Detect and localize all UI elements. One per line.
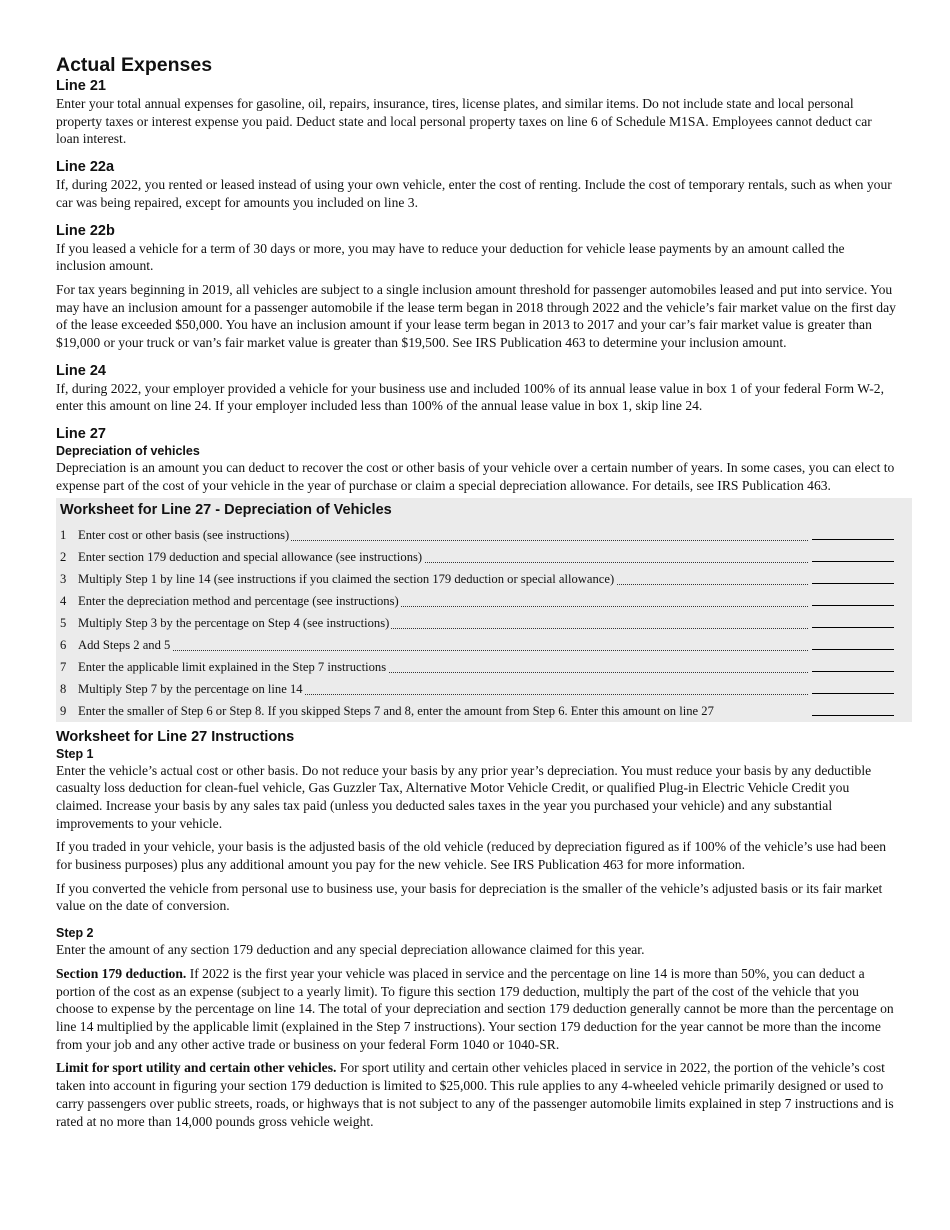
line27-subheading: Depreciation of vehicles [56, 444, 200, 459]
worksheet-row [60, 521, 894, 543]
worksheet-row-number: 6 [60, 637, 67, 652]
dot-leader [78, 650, 808, 651]
worksheet-row-label: Enter cost or other basis (see instructions) [78, 527, 290, 542]
page-title: Actual Expenses [56, 54, 213, 76]
worksheet-row-label: Enter the smaller of Step 6 or Step 8. If you skipped Steps 7 and 8, enter the amount from Step 6. Enter this amount on line 27 [78, 703, 714, 718]
worksheet-entry-field[interactable] [812, 569, 894, 584]
worksheet-row-label: Multiply Step 1 by line 14 (see instructions if you claimed the section 179 deduction or special allowance) [78, 571, 615, 586]
worksheet-row-label-wrap [78, 660, 808, 675]
instructions-title: Worksheet for Line 27 Instructions [56, 728, 295, 745]
line22b-text-2: For tax years beginning in 2019, all vehicles are subject to a single inclusion amount threshold for passenger automobiles leased and put into service. You may have an inclusion amount for a passenger automobile if the lease term began in 2018 through 2022 and the vehicle’s fair market value on the first day of the lease exceeded $50,000. You have an inclusion amount if your lease term began in 2013 to 2017 and your car’s fair market value is greater than $19,000 or your truck or van’s fair market value is greater than $19,500. See IRS Publication 463 to determine your inclusion amount. [56, 281, 896, 351]
step1-text-2: If you traded in your vehicle, your basis is the adjusted basis of the old vehicle (reduced by depreciation figured as if 100% of the vehicle’s use had been for business purposes) plus any additional amount you pay for the new vehicle. See IRS Publication 463 for more information. [56, 839, 887, 873]
worksheet-row-label-wrap [78, 528, 808, 543]
worksheet-row-number: 9 [60, 703, 67, 718]
worksheet-row-number: 5 [60, 615, 67, 630]
worksheet-row-label: Enter the applicable limit explained in the Step 7 instructions [78, 659, 387, 674]
worksheet-row-label-wrap [78, 638, 808, 653]
worksheet-row-label-wrap [78, 550, 808, 565]
worksheet-entry-field[interactable] [812, 635, 894, 650]
worksheet-row [60, 653, 894, 675]
line22a-heading: Line 22a [56, 159, 115, 176]
line24-text: If, during 2022, your employer provided a vehicle for your business use and included 100% of its annual lease value in box 1 of your federal Form W-2, enter this amount on line 24. If your employer included less than 100% of the annual lease value in box 1, skip line 24. [56, 380, 885, 414]
worksheet-entry-field[interactable] [812, 701, 894, 716]
worksheet-row-number: 1 [60, 527, 67, 542]
worksheet-row-label-wrap [78, 616, 808, 631]
worksheet-row-number: 4 [60, 593, 67, 608]
worksheet-entry-field[interactable] [812, 679, 894, 694]
line27-heading: Line 27 [56, 426, 106, 443]
worksheet-row-number: 3 [60, 571, 67, 586]
worksheet-entry-field[interactable] [812, 547, 894, 562]
worksheet-row [60, 543, 894, 565]
line27-text: Depreciation is an amount you can deduct to recover the cost or other basis of your vehicle over a certain number of years. In some cases, you can elect to expense part of the cost of your vehicle in the year of purchase or claim a special depreciation allowance. For details, see IRS Publication 463. [56, 460, 895, 493]
worksheet-row [60, 609, 894, 631]
suv-limit-label: Limit for sport utility and certain other vehicles. [56, 1060, 337, 1076]
suv-limit-paragraph [56, 1059, 896, 1130]
worksheet-row-label: Enter section 179 deduction and special allowance (see instructions) [78, 549, 423, 564]
depreciation-worksheet [56, 498, 912, 722]
section179-paragraph [56, 965, 896, 1054]
worksheet-entry-field[interactable] [812, 613, 894, 628]
worksheet-row-number: 2 [60, 549, 67, 564]
suv-limit-text: For sport utility and certain other vehicles placed in service in 2022, the portion of the vehicle’s cost taken into account in figuring your section 179 deduction is limited to $25,000. This rule applies to any 4-wheeled vehicle primarily designed or used to carry passengers over public streets, roads, or highways that is not subject to any of the passenger automobile limits explained in step 7 instructions and is rated at no more than 14,000 pounds gross vehicle weight. [56, 1060, 894, 1129]
worksheet-row-label: Multiply Step 7 by the percentage on line 14 [78, 681, 303, 696]
line24-heading: Line 24 [56, 362, 106, 379]
worksheet-row-label-wrap [78, 682, 808, 697]
worksheet-row [60, 631, 894, 653]
worksheet-row [60, 697, 894, 719]
worksheet-entry-field[interactable] [812, 657, 894, 672]
line21-text: Enter your total annual expenses for gasoline, oil, repairs, insurance, tires, license plates, and similar items. Do not include state and local personal property taxes or interest expense you paid. Deduct state and local personal property taxes on line 6 of Schedule M1SA. Employees cannot deduct car loan interest. [56, 96, 872, 147]
worksheet-row [60, 675, 894, 697]
step1-text-1: Enter the vehicle’s actual cost or other basis. Do not reduce your basis by any prior year’s depreciation. You must reduce your basis by any deductible casualty loss deduction for clean-fuel vehicle, Gas Guzzler Tax, Alternative Motor Vehicle Credit, or qualified Plug-in Electric Vehicle Credit you claimed. Increase your basis by any sales tax paid (unless you deducted sales taxes in the year you purchased your vehicle) and any substantial improvements to your vehicle. [56, 762, 872, 831]
step2-text-1: Enter the amount of any section 179 deduction and any special depreciation allowance claimed for this year. [56, 942, 645, 958]
worksheet-entry-field[interactable] [812, 591, 894, 606]
step1-heading: Step 1 [56, 746, 94, 761]
worksheet-row [60, 565, 894, 587]
worksheet-row-label-wrap [78, 594, 808, 609]
worksheet-row-label-wrap [78, 704, 808, 719]
line22a-text: If, during 2022, you rented or leased instead of using your own vehicle, enter the cost of renting. Include the cost of temporary rentals, such as when your car was being repaired, except for amounts you included on line 3. [56, 177, 892, 210]
worksheet-row [60, 587, 894, 609]
worksheet-row-number: 8 [60, 681, 67, 696]
worksheet-row-label-wrap [78, 572, 808, 587]
worksheet-row-label: Add Steps 2 and 5 [78, 637, 171, 652]
worksheet-row-number: 7 [60, 659, 67, 674]
worksheet-title: Worksheet for Line 27 - Depreciation of Vehicles [60, 501, 392, 518]
step1-text-3: If you converted the vehicle from personal use to business use, your basis for depreciation is the smaller of the vehicle’s adjusted basis or its fair market value on the date of conversion. [56, 880, 883, 914]
step2-heading: Step 2 [56, 926, 94, 941]
section179-label: Section 179 deduction. [56, 965, 187, 981]
worksheet-row-label: Enter the depreciation method and percentage (see instructions) [78, 593, 399, 608]
worksheet-row-label: Multiply Step 3 by the percentage on Step 4 (see instructions) [78, 615, 390, 630]
line21-heading: Line 21 [56, 78, 106, 94]
document-page [56, 53, 896, 1130]
line22b-text-1: If you leased a vehicle for a term of 30 days or more, you may have to reduce your deduction for vehicle lease payments by an amount called the inclusion amount. [56, 240, 845, 274]
line22b-heading: Line 22b [56, 222, 115, 239]
section179-text: If 2022 is the first year your vehicle was placed in service and the percentage on line 14 is more than 50%, you can deduct a portion of the cost as an expense (subject to a yearly limit). To figure this section 179 deduction, multiply the part of the cost of the vehicle that you choose to expense by the percentage on line 14. The total of your depreciation and section 179 deduction generally cannot be more than the percentage on line 14 multiplied by the applicable limit (explained in the Step 7 instructions). Your section 179 deduction for the year cannot be more than the income from your job and any other active trade or business on your federal Form 1040 or 1040-SR. [56, 965, 894, 1052]
worksheet-entry-field[interactable] [812, 525, 894, 540]
